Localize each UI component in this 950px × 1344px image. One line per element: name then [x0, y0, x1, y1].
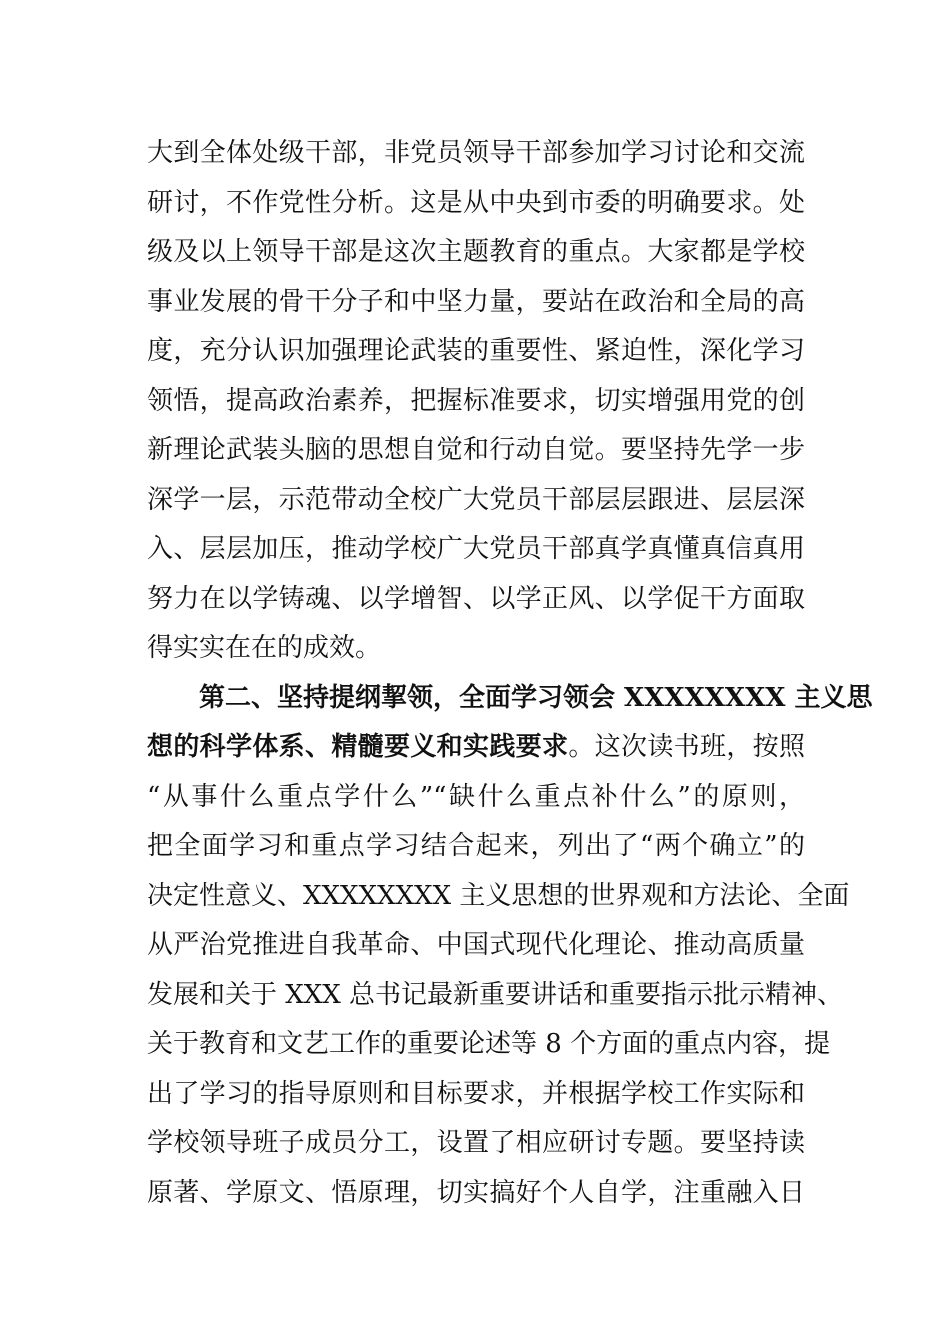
text-line [147, 327, 805, 377]
text-line [147, 971, 844, 1021]
text-line [147, 129, 805, 179]
text-segment: 学校领导班子成员分工，设置了相应研讨专题。要坚持读 [147, 1128, 805, 1158]
text-line [147, 1119, 805, 1169]
text-line [147, 278, 805, 328]
text-line [147, 1020, 831, 1070]
text-segment: 出了学习的指导原则和目标要求，并根据学校工作实际和 [147, 1078, 805, 1109]
section-heading-line [147, 674, 873, 724]
text-segment: 新理论武装头脑的思想自觉和行动自觉。要坚持先学一步 [147, 435, 805, 465]
section-heading-continued: 想的科学体系、精髓要义和实践要求 [147, 732, 569, 762]
text-line [147, 723, 805, 773]
text-line [147, 179, 805, 229]
text-line [147, 476, 805, 526]
text-line [147, 525, 805, 575]
text-segment: 大到全体处级干部，非党员领导干部参加学习讨论和交流 [147, 138, 805, 168]
text-segment: “从事什么重点学什么”“缺什么重点补什么”的原则， [147, 781, 805, 812]
text-segment: 得实实在在的成效。 [147, 633, 382, 663]
text-segment: 决定性意义、XXXXXXXX 主义思想的世界观和方法论、全面 [147, 880, 850, 911]
text-segment: 原著、学原文、悟原理，切实搞好个人自学，注重融入日 [147, 1177, 805, 1208]
text-line [147, 426, 805, 476]
text-line [147, 228, 805, 278]
text-segment: 研讨，不作党性分析。这是从中央到市委的明确要求。处 [147, 187, 805, 218]
section-heading: 第二、坚持提纲挈领，全面学习领会 XXXXXXXX 主义思 [199, 682, 873, 713]
text-segment: 努力在以学铸魂、以学增智、以学正风、以学促干方面取 [147, 583, 805, 614]
text-segment: 度，充分认识加强理论武装的重要性、紧迫性，深化学习 [147, 336, 805, 366]
body-text [147, 129, 873, 1218]
text-line [147, 872, 850, 922]
text-line [147, 921, 805, 971]
text-line [147, 1070, 805, 1120]
text-segment: 。这次读书班，按照 [568, 732, 805, 762]
text-line [147, 773, 805, 823]
text-segment: 入、层层加压，推动学校广大党员干部真学真懂真信真用 [147, 534, 805, 564]
text-segment: 级及以上领导干部是这次主题教育的重点。大家都是学校 [147, 237, 805, 267]
text-line [147, 1169, 805, 1219]
text-segment: 从严治党推进自我革命、中国式现代化理论、推动高质量 [147, 930, 805, 960]
text-line [147, 377, 805, 427]
text-segment: 关于教育和文艺工作的重要论述等 8 个方面的重点内容，提 [147, 1029, 831, 1059]
text-segment: 把全面学习和重点学习结合起来，列出了“两个确立”的 [147, 831, 805, 861]
text-line [147, 575, 805, 625]
text-segment: 发展和关于 XXX 总书记最新重要讲话和重要指示批示精神、 [147, 979, 844, 1010]
paragraph-end-line [147, 624, 805, 674]
text-segment: 深学一层，示范带动全校广大党员干部层层跟进、层层深 [147, 484, 805, 515]
text-segment: 事业发展的骨干分子和中坚力量，要站在政治和全局的高 [147, 286, 805, 317]
text-line [147, 822, 805, 872]
text-segment: 领悟，提高政治素养，把握标准要求，切实增强用党的创 [147, 385, 805, 416]
